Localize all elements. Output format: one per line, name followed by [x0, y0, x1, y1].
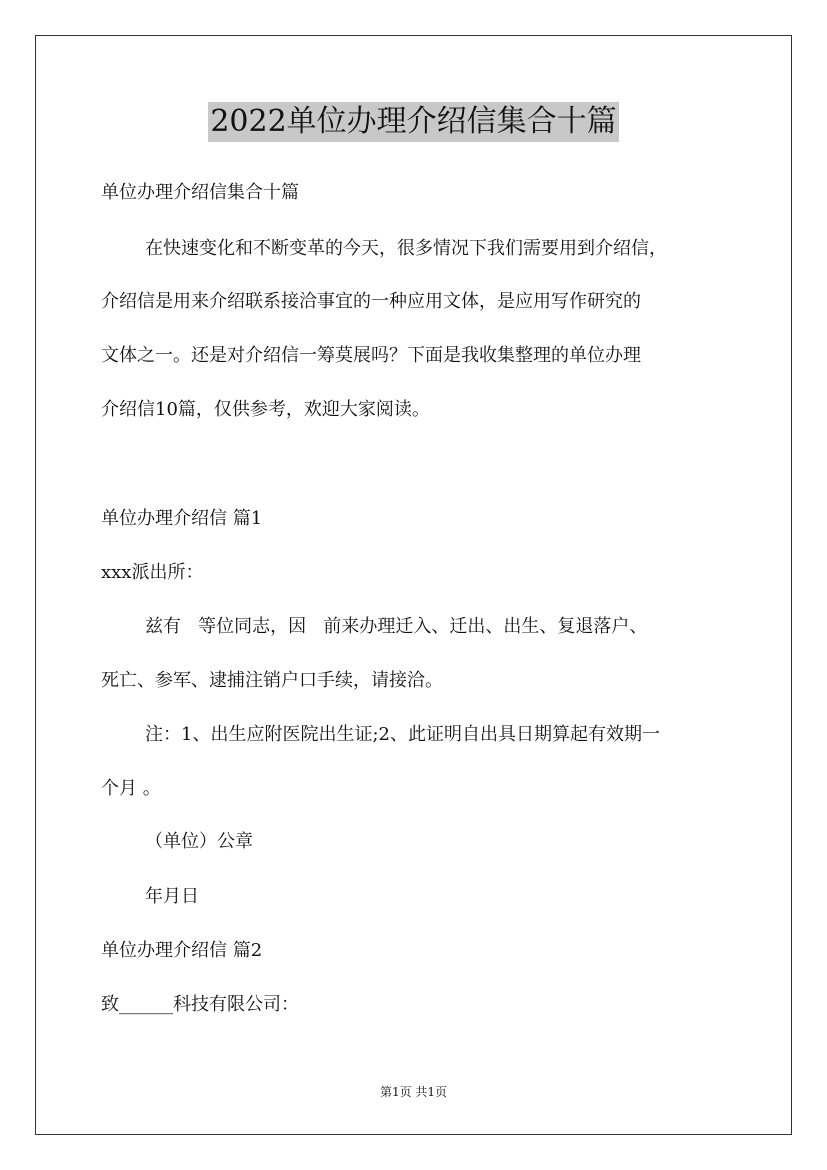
title-wrap [0, 102, 827, 142]
paragraph-line: 兹有 等位同志，因 前来办理迁入、迁出、出生、复退落户、 [145, 616, 648, 637]
page-footer: 第1页 共1页 [379, 1085, 448, 1099]
paragraph-line: 介绍信10篇，仅供参考，欢迎大家阅读。 [101, 399, 430, 420]
salutation-line: xxx派出所： [101, 562, 204, 583]
seal-line: （单位）公章 [145, 831, 253, 852]
salutation-line: 致______科技有限公司： [101, 994, 299, 1015]
note-line: 个月 。 [101, 778, 161, 799]
subtitle-line: 单位办理介绍信集合十篇 [101, 182, 299, 203]
note-line: 注：1、出生应附医院出生证;2、此证明自出具日期算起有效期一 [145, 724, 660, 745]
paragraph-line: 死亡、参军、逮捕注销户口手续，请接洽。 [101, 670, 443, 691]
section-heading: 单位办理介绍信 篇1 [101, 508, 263, 529]
paragraph-line: 介绍信是用来介绍联系接洽事宜的一种应用文体，是应用写作研究的 [101, 291, 641, 312]
document-title: 2022单位办理介绍信集合十篇 [208, 102, 618, 142]
paragraph-line: 在快速变化和不断变革的今天，很多情况下我们需要用到介绍信， [145, 238, 667, 259]
date-line: 年月日 [145, 886, 199, 907]
section-heading: 单位办理介绍信 篇2 [101, 940, 263, 961]
paragraph-line: 文体之一。还是对介绍信一筹莫展吗？下面是我收集整理的单位办理 [101, 345, 641, 366]
